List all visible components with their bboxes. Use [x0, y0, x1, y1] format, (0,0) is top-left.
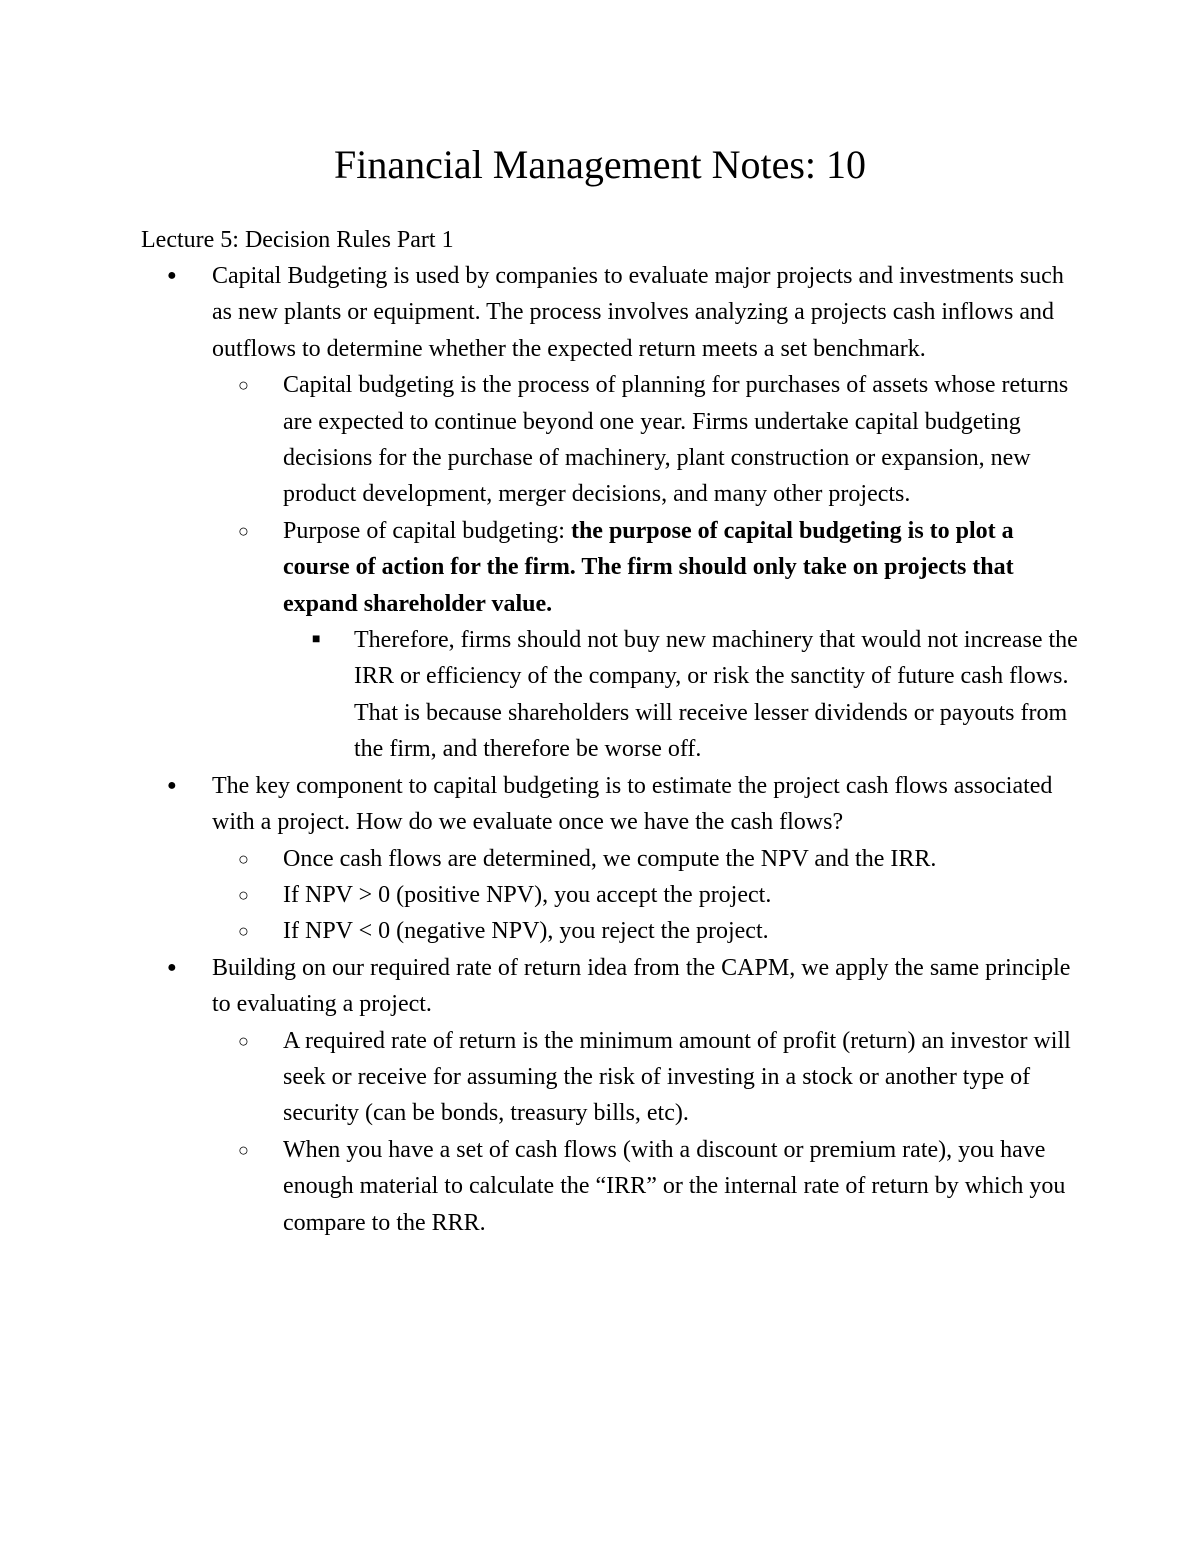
circle-bullet-icon: ○ — [238, 375, 249, 396]
notes-body — [141, 258, 1081, 1241]
list-item — [141, 950, 1081, 1241]
bullet-list — [141, 258, 1081, 1241]
circle-bullet-icon: ○ — [238, 1030, 249, 1051]
circle-bullet-icon: ○ — [238, 1139, 249, 1160]
page-title: Financial Management Notes: 10 — [333, 142, 867, 187]
sub-list — [212, 841, 1081, 950]
sub-list-item-text: Purpose of capital budgeting: — [283, 517, 571, 544]
sub-list-item-text: A required rate of return is the minimum amount of profit (return) an investor will seek or receive for assuming the risk of investing in a stock or another type of security (can be bonds, treasury bills, etc). — [283, 1027, 1071, 1127]
circle-bullet-icon: ○ — [238, 921, 249, 942]
list-item — [141, 258, 1081, 768]
sub-list-item — [212, 913, 1081, 949]
sub-list-item — [212, 877, 1081, 913]
sub-list-item-text: When you have a set of cash flows (with a discount or premium rate), you have enough material to calculate the “IRR” or the internal rate of return by which you compare to the RRR. — [283, 1136, 1066, 1236]
list-item-text: Capital Budgeting is used by companies to evaluate major projects and investments such as new plants or equipment. The process involves analyzing a projects cash inflows and outflows to determine whether the expected return meets a set benchmark. — [212, 263, 1064, 362]
circle-bullet-icon: ○ — [238, 520, 249, 541]
circle-bullet-icon: ○ — [238, 884, 249, 905]
sub-list — [212, 367, 1081, 767]
list-item — [141, 768, 1081, 950]
sub-list-item — [212, 1132, 1081, 1241]
square-bullet-icon: ■ — [312, 632, 321, 648]
list-item-text: Building on our required rate of return idea from the CAPM, we apply the same principle to evaluating a project. — [212, 954, 1071, 1018]
sub-list — [212, 1023, 1081, 1241]
sub-list-item — [212, 841, 1081, 877]
bullet-icon: ● — [167, 958, 177, 976]
sub-sub-list-item — [283, 622, 1081, 768]
sub-list-item — [212, 367, 1081, 513]
list-item-text: The key component to capital budgeting is to estimate the project cash flows associated with a project. How do we evaluate once we have the cash flows? — [212, 772, 1053, 836]
emphasis-text: the purpose of capital budgeting is to plot a course of action for the firm. The firm should only take on projects that expand shareholder value. — [283, 517, 1014, 617]
sub-sub-list-item-text: Therefore, firms should not buy new machinery that would not increase the IRR or efficiency of the company, or risk the sanctity of future cash flows. That is because shareholders will receive lesser dividends or payouts from the firm, and therefore be worse off. — [354, 627, 1078, 763]
bullet-icon: ● — [167, 267, 177, 284]
sub-list-item-text: If NPV < 0 (negative NPV), you reject the project. — [283, 918, 769, 945]
sub-list-item-text: Capital budgeting is the process of planning for purchases of assets whose returns are expected to continue beyond one year. Firms undertake capital budgeting decisions for the purchase of machinery, plant construction or expansion, new product development, merger decisions, and many other projects. — [283, 372, 1069, 508]
sub-list-item-text: Once cash flows are determined, we compute the NPV and the IRR. — [283, 845, 937, 872]
sub-list-item — [212, 513, 1081, 768]
circle-bullet-icon: ○ — [238, 848, 249, 869]
lecture-heading: Lecture 5: Decision Rules Part 1 — [141, 227, 454, 253]
sub-list-item — [212, 1023, 1081, 1132]
sub-sub-list — [283, 622, 1081, 768]
sub-list-item-text: If NPV > 0 (positive NPV), you accept the project. — [283, 881, 772, 908]
bullet-icon: ● — [167, 776, 177, 794]
